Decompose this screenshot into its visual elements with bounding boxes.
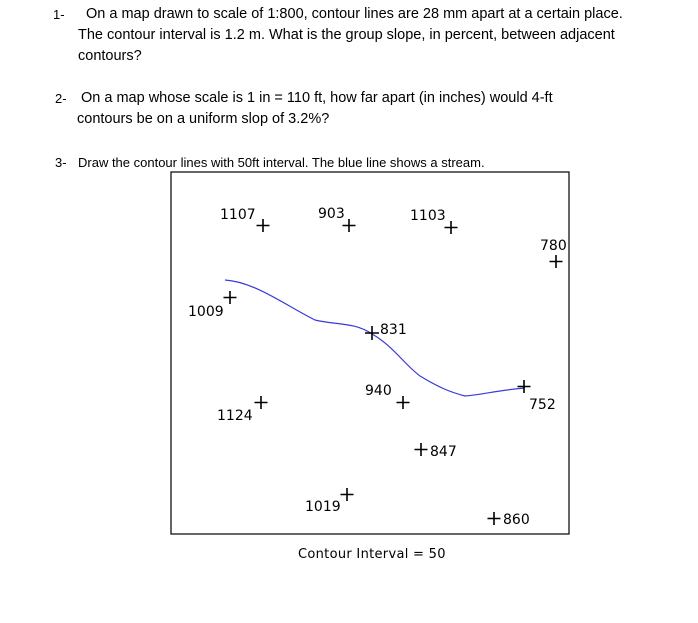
spot-label: 1107 [220,207,256,223]
cross-marker [257,219,270,232]
cross-marker [445,221,458,234]
cross-marker [550,255,563,268]
cross-marker [224,291,237,304]
question-line: Draw the contour lines with 50ft interval. The blue line shows a stream. [78,155,485,170]
map-frame [171,172,569,534]
cross-marker [488,512,501,525]
cross-marker [518,380,531,393]
question-number: 3- [55,155,67,170]
cross-marker [365,326,379,340]
stream-line [225,280,525,396]
question-number: 2- [55,91,67,106]
question-line: On a map drawn to scale of 1:800, contour lines are 28 mm apart at a certain place. [86,6,623,22]
question-line: contours? [78,48,142,64]
spot-label: 1103 [410,208,446,224]
spot-label: 903 [318,206,345,222]
spot-label: 831 [380,322,407,338]
spot-label: 847 [430,444,457,460]
contour-interval-caption: Contour Interval = 50 [298,547,446,562]
cross-marker [397,396,410,409]
spot-label: 1124 [217,408,253,424]
spot-label: 940 [365,383,392,399]
cross-marker [255,396,268,409]
spot-label: 1009 [188,304,224,320]
question-line: On a map whose scale is 1 in = 110 ft, how far apart (in inches) would 4-ft [81,90,553,106]
spot-label: 752 [529,397,556,413]
spot-label: 860 [503,512,530,528]
question-line: The contour interval is 1.2 m. What is the group slope, in percent, between adjacent [78,27,615,43]
spot-label: 780 [540,238,567,254]
cross-marker [415,443,428,456]
question-line: contours be on a uniform slop of 3.2%? [77,111,330,127]
spot-label: 1019 [305,499,341,515]
spot-height-labels [188,206,567,528]
question-number: 1- [53,7,65,22]
cross-marker [341,488,354,501]
spot-height-markers [224,219,563,525]
